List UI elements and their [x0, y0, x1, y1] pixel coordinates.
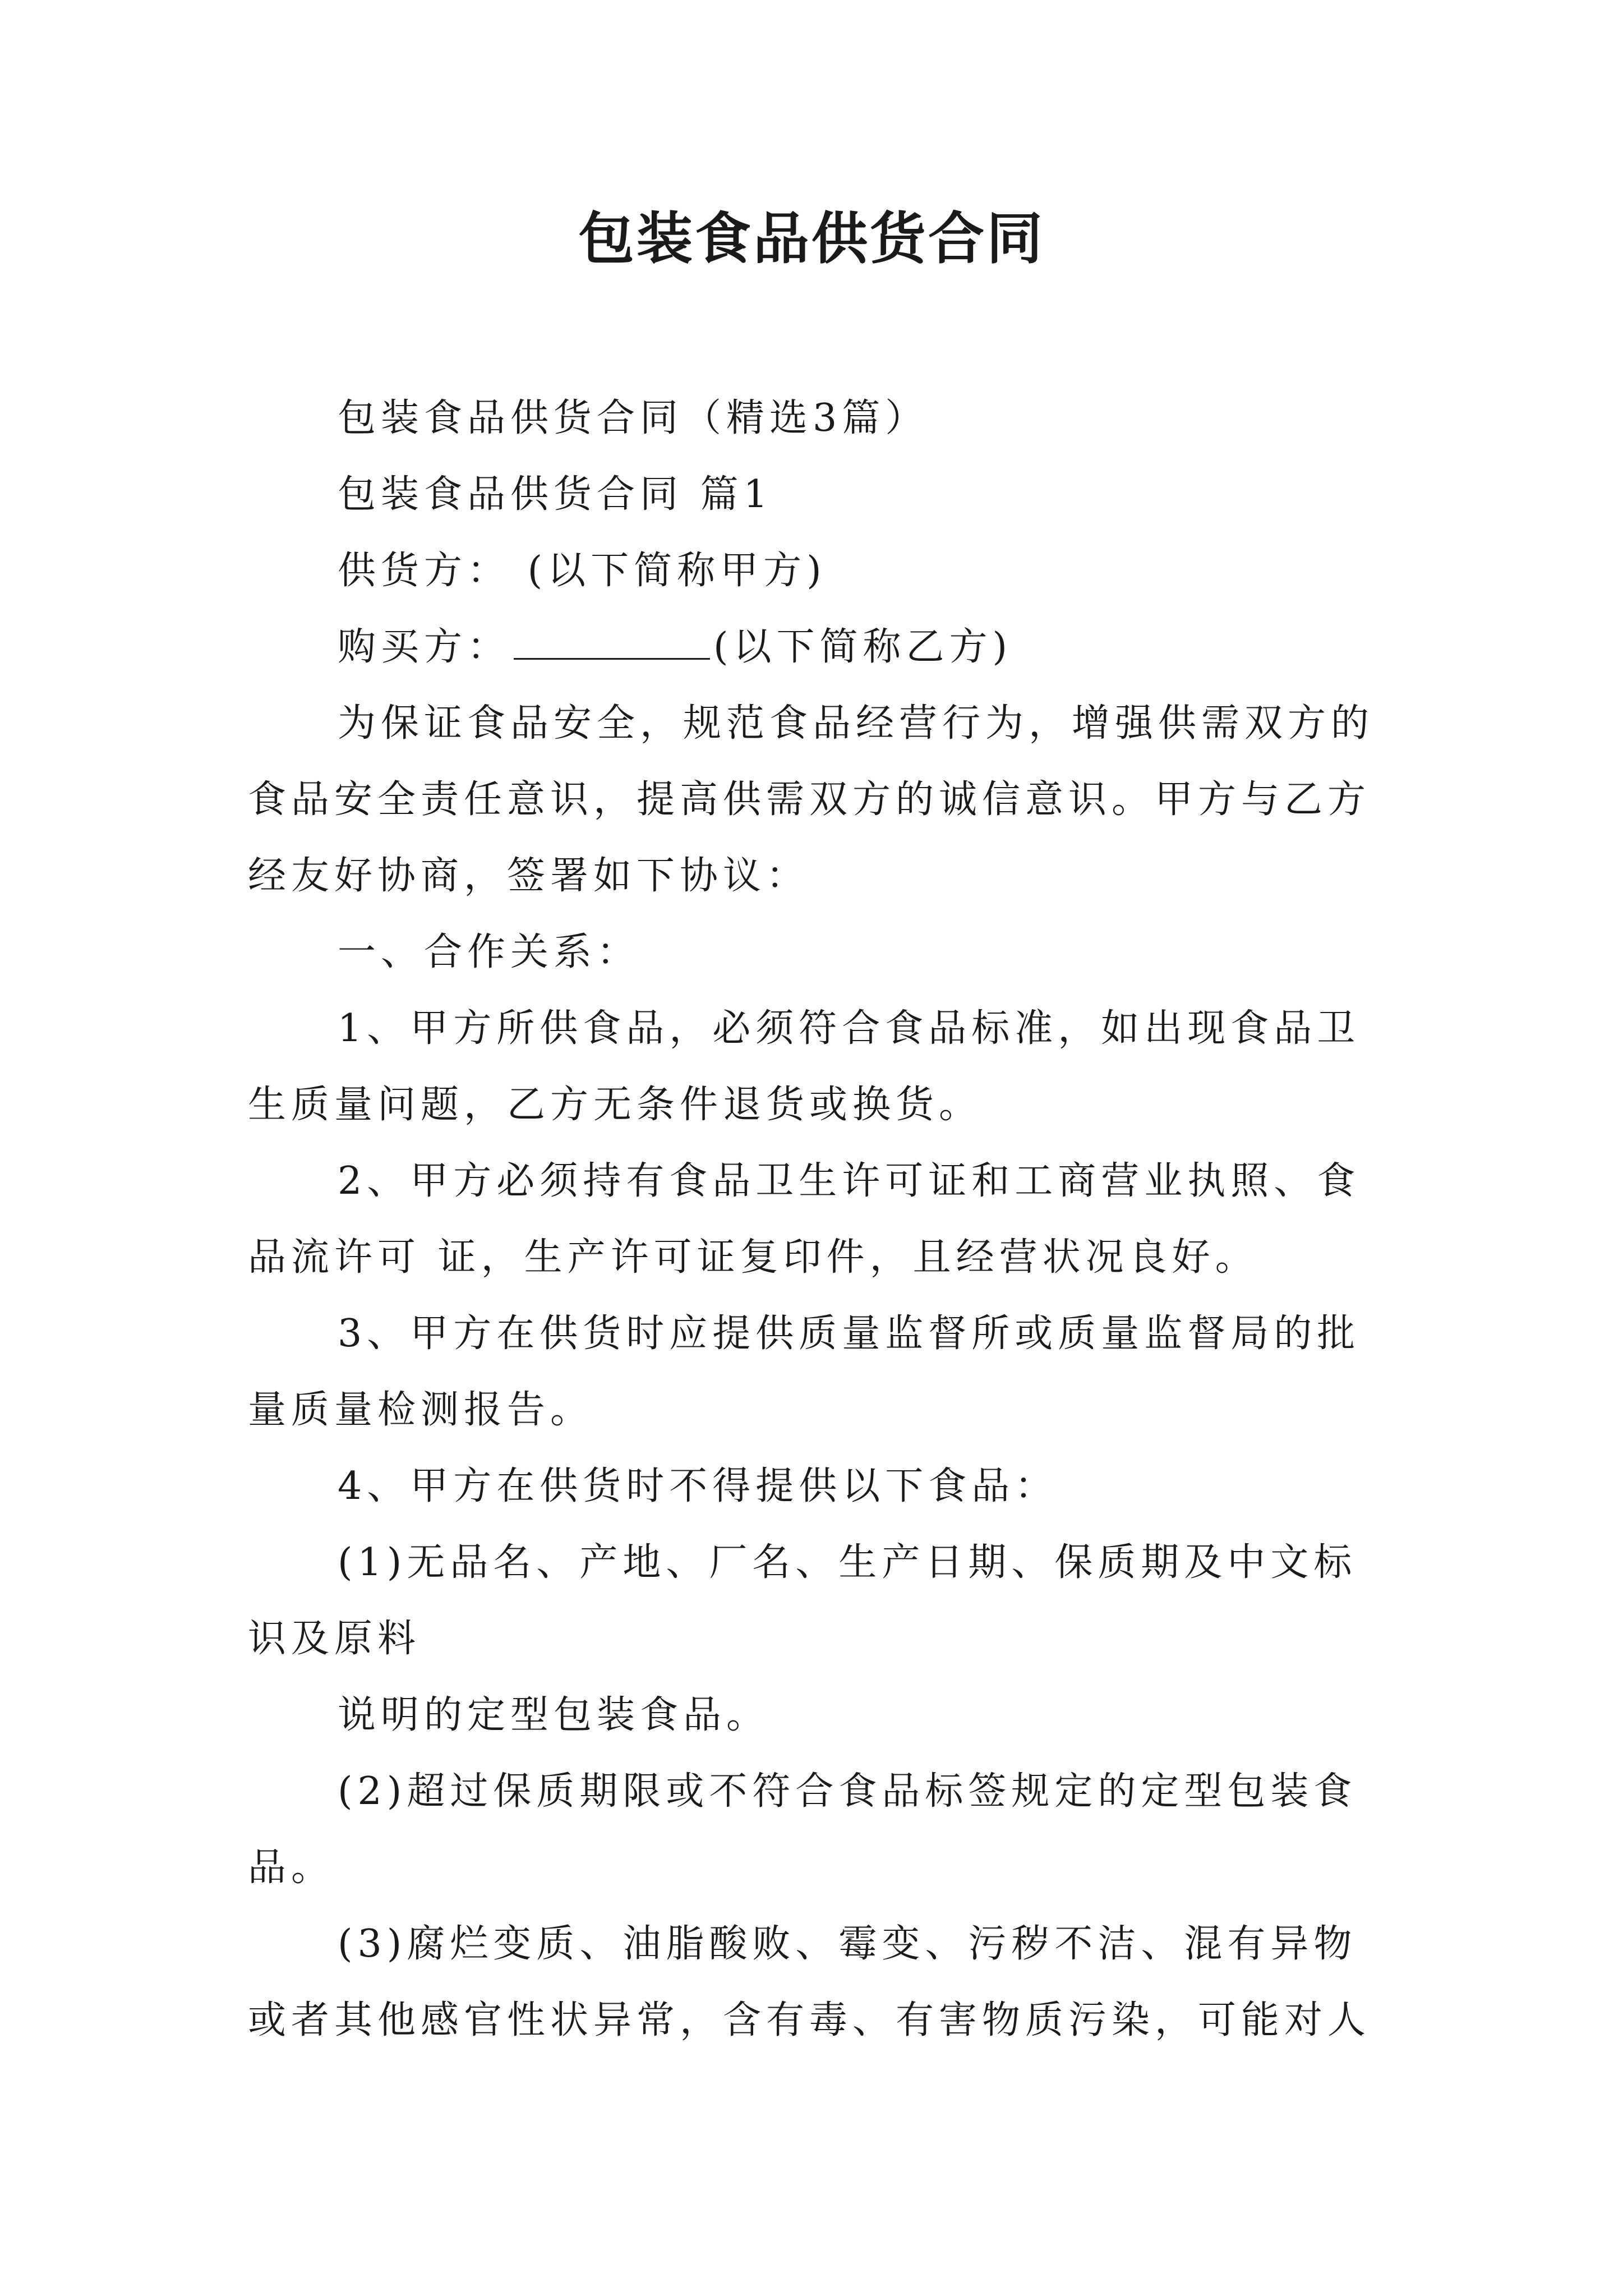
- paragraph-line: (2)超过保质期限或不符合食品标签规定的定型包装食: [338, 1769, 1357, 1814]
- paragraph-line: 或者其他感官性状异常，含有毒、有害物质污染，可能对人: [248, 1998, 1371, 2042]
- supplier-line: 供货方： (以下简称甲方): [338, 549, 827, 593]
- paragraph-line: 经友好协商，签署如下协议：: [248, 854, 810, 898]
- paragraph-line: 3、甲方在供货时应提供质量监督所或质量监督局的批: [338, 1312, 1361, 1356]
- buyer-blank-field: [514, 627, 710, 660]
- paragraph-line: 4、甲方在供货时不得提供以下食品：: [338, 1464, 1058, 1508]
- paragraph-line: (1)无品名、产地、厂名、生产日期、保质期及中文标: [338, 1540, 1357, 1585]
- buyer-line: [248, 609, 1375, 685]
- paragraph-line: 品。: [248, 1846, 335, 1890]
- paragraph-line: 识及原料: [248, 1617, 421, 1661]
- paragraph-line: 1、甲方所供食品，必须符合食品标准，如出现食品卫: [338, 1006, 1361, 1051]
- paragraph-line: 品流许可 证，生产许可证复印件，且经营状况良好。: [248, 1235, 1258, 1280]
- buyer-abbrev: (以下简称乙方): [713, 625, 1013, 669]
- paragraph-line: (3)腐烂变质、油脂酸败、霉变、污秽不洁、混有异物: [338, 1922, 1357, 1966]
- paragraph-line: 为保证食品安全，规范食品经营行为，增强供需双方的: [338, 701, 1375, 746]
- subtitle-line: 包装食品供货合同（精选3篇）: [338, 396, 929, 440]
- paragraph-line: 生质量问题，乙方无条件退货或换货。: [248, 1083, 983, 1127]
- paragraph-line: 说明的定型包装食品。: [338, 1693, 770, 1737]
- paragraph-line: 2、甲方必须持有食品卫生许可证和工商营业执照、食: [338, 1159, 1361, 1203]
- buyer-label: 购买方：: [338, 625, 511, 669]
- clause-heading: 一、合作关系：: [338, 930, 640, 974]
- paragraph-line: 量质量检测报告。: [248, 1388, 594, 1432]
- paragraph-line: 食品安全责任意识，提高供需双方的诚信意识。甲方与乙方: [248, 777, 1371, 822]
- document-title: 包装食品供货合同: [578, 205, 1045, 272]
- section-heading: 包装食品供货合同 篇1: [338, 472, 773, 517]
- document-body: [248, 380, 1375, 2059]
